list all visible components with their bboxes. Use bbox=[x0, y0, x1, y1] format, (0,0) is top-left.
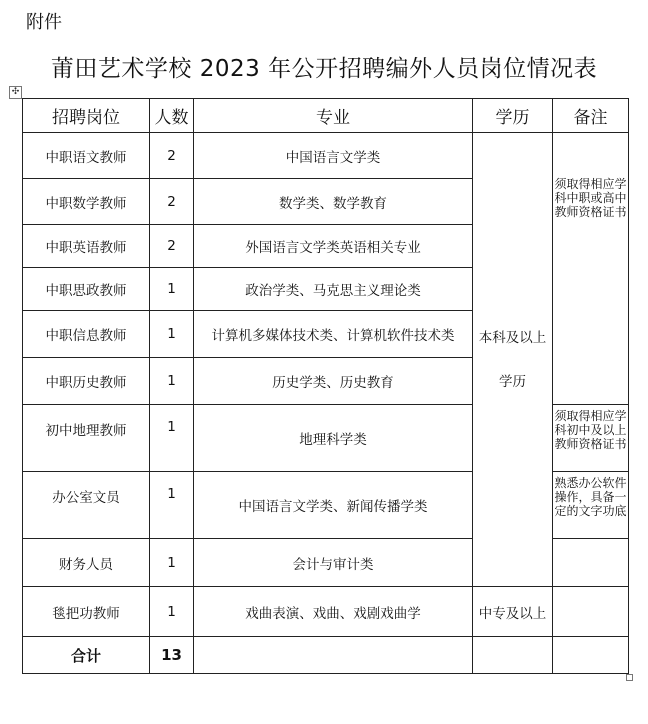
education-line-2: 学历 bbox=[499, 373, 526, 390]
header-position: 招聘岗位 bbox=[23, 99, 150, 133]
cell-empty bbox=[194, 637, 473, 674]
cell-count: 1 bbox=[150, 358, 194, 405]
cell-position: 中职数学教师 bbox=[23, 179, 150, 225]
cell-note-secondary: 须取得相应学科中职或高中教师资格证书 bbox=[553, 133, 629, 405]
cell-position: 中职历史教师 bbox=[23, 358, 150, 405]
cell-education-merged bbox=[473, 133, 553, 587]
attachment-label: 附件 bbox=[26, 12, 62, 33]
table-row bbox=[23, 587, 629, 637]
cell-position: 办公室文员 bbox=[23, 472, 150, 539]
cell-major: 外国语言文学类英语相关专业 bbox=[194, 225, 473, 268]
cell-major: 会计与审计类 bbox=[194, 539, 473, 587]
total-label: 合计 bbox=[23, 637, 150, 674]
cell-empty bbox=[553, 637, 629, 674]
table-total-row bbox=[23, 637, 629, 674]
cell-note-geography: 须取得相应学科初中及以上教师资格证书 bbox=[553, 405, 629, 472]
cell-position: 毯把功教师 bbox=[23, 587, 150, 637]
cell-major: 中国语言文学类、新闻传播学类 bbox=[194, 472, 473, 539]
cell-count: 1 bbox=[150, 311, 194, 358]
table-header-row bbox=[23, 99, 629, 133]
header-notes: 备注 bbox=[553, 99, 629, 133]
cell-count: 2 bbox=[150, 179, 194, 225]
cell-position: 中职思政教师 bbox=[23, 268, 150, 311]
cell-count: 1 bbox=[150, 587, 194, 637]
header-count: 人数 bbox=[150, 99, 194, 133]
cell-major: 地理科学类 bbox=[194, 405, 473, 472]
cell-major: 计算机多媒体技术类、计算机软件技术类 bbox=[194, 311, 473, 358]
cell-note-empty bbox=[553, 539, 629, 587]
page-title: 莆田艺术学校 2023 年公开招聘编外人员岗位情况表 bbox=[50, 56, 598, 82]
cell-education-last: 中专及以上 bbox=[473, 587, 553, 637]
cell-position: 中职英语教师 bbox=[23, 225, 150, 268]
cell-note-empty bbox=[553, 587, 629, 637]
cell-position: 初中地理教师 bbox=[23, 405, 150, 472]
cell-count: 1 bbox=[150, 268, 194, 311]
cell-major: 政治学类、马克思主义理论类 bbox=[194, 268, 473, 311]
cell-position: 中职信息教师 bbox=[23, 311, 150, 358]
cell-major: 中国语言文学类 bbox=[194, 133, 473, 179]
education-line-1: 本科及以上 bbox=[478, 329, 547, 346]
header-major: 专业 bbox=[194, 99, 473, 133]
table-resize-handle[interactable] bbox=[626, 674, 633, 681]
table-move-handle-icon[interactable]: ✣ bbox=[9, 86, 22, 99]
cell-count: 1 bbox=[150, 472, 194, 539]
cell-count: 2 bbox=[150, 133, 194, 179]
cell-major: 数学类、数学教育 bbox=[194, 179, 473, 225]
cell-empty bbox=[473, 637, 553, 674]
cell-position: 中职语文教师 bbox=[23, 133, 150, 179]
cell-major: 历史学类、历史教育 bbox=[194, 358, 473, 405]
total-count: 13 bbox=[150, 637, 194, 674]
cell-count: 1 bbox=[150, 539, 194, 587]
recruitment-table bbox=[22, 98, 629, 674]
cell-major: 戏曲表演、戏曲、戏剧戏曲学 bbox=[194, 587, 473, 637]
cell-count: 2 bbox=[150, 225, 194, 268]
table-row bbox=[23, 133, 629, 179]
cell-count: 1 bbox=[150, 405, 194, 472]
cell-position: 财务人员 bbox=[23, 539, 150, 587]
cell-note-office: 熟悉办公软件操作，具备一定的文字功底 bbox=[553, 472, 629, 539]
header-education: 学历 bbox=[473, 99, 553, 133]
